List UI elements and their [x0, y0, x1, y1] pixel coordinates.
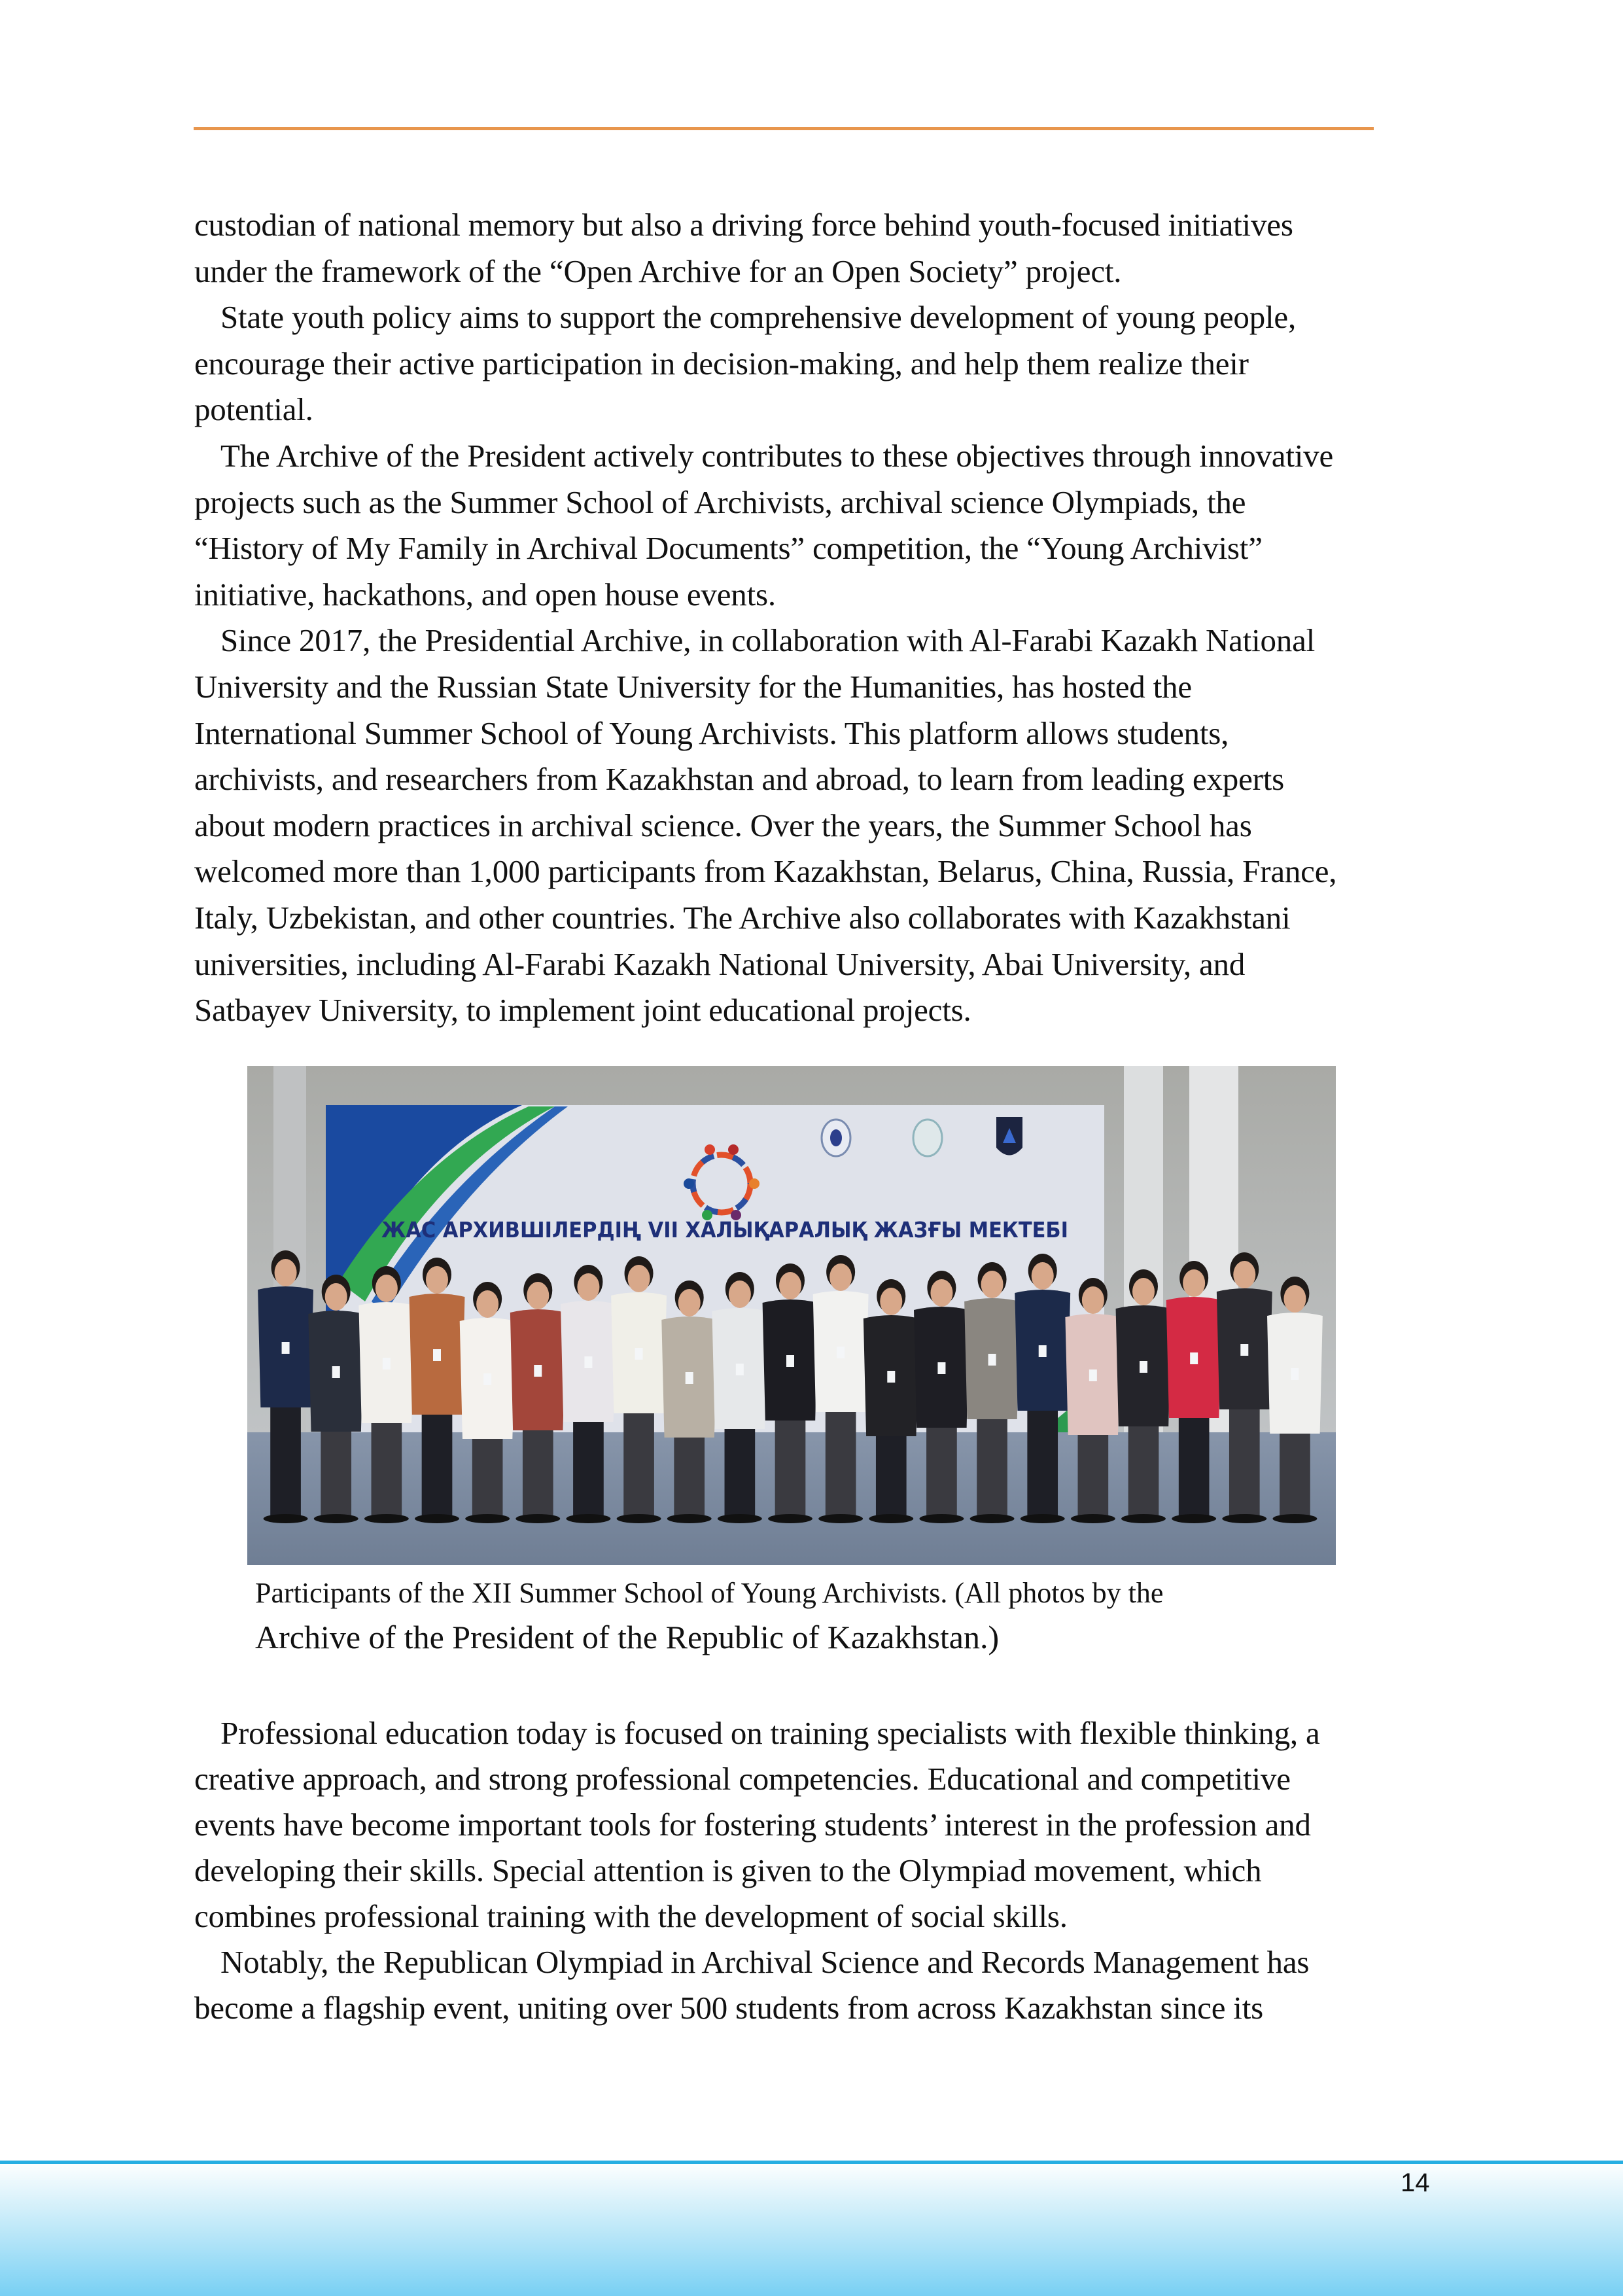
text-line: welcomed more than 1,000 participants from Kazakhstan, Belarus, China, Russia, France,: [194, 853, 1337, 890]
text-line: “History of My Family in Archival Documents” competition, the “Young Archivist”: [194, 530, 1263, 567]
photo-illustration: [247, 1066, 1336, 1565]
footer-rule: [0, 2161, 1623, 2164]
banner-text: ЖАС АРХИВШІЛЕРДІҢ VII ХАЛЫҚАРАЛЫҚ ЖАЗҒЫ МЕКТЕБІ: [381, 1217, 1068, 1243]
text-line: about modern practices in archival science. Over the years, the Summer School has: [194, 807, 1252, 843]
figure-caption-line-1: Participants of the XII Summer School of Young Archivists. (All photos by the: [255, 1577, 1164, 1609]
text-line: initiative, hackathons, and open house events.: [194, 576, 776, 612]
text-line: Since 2017, the Presidential Archive, in collaboration with Al-Farabi Kazakh National: [220, 622, 1316, 659]
text-line: potential.: [194, 391, 313, 428]
text-line: Satbayev University, to implement joint educational projects.: [194, 992, 971, 1029]
text-line: Professional education today is focused on training specialists with flexible thinking, a: [220, 1715, 1320, 1751]
text-line: Italy, Uzbekistan, and other countries. The Archive also collaborates with Kazakhstani: [194, 900, 1291, 936]
text-line: State youth policy aims to support the comprehensive development of young people,: [220, 299, 1297, 336]
text-line: University and the Russian State University for the Humanities, has hosted the: [194, 669, 1192, 705]
text-line: under the framework of the “Open Archive for an Open Society” project.: [194, 253, 1122, 289]
page-footer: [0, 2161, 1623, 2296]
text-line: creative approach, and strong professional competencies. Educational and competitive: [194, 1761, 1291, 1797]
header-rule: [194, 127, 1374, 130]
text-line: archivists, and researchers from Kazakhstan and abroad, to learn from leading experts: [194, 761, 1285, 798]
text-line: developing their skills. Special attention is given to the Olympiad movement, which: [194, 1852, 1262, 1888]
page-number: 14: [1401, 2168, 1430, 2197]
text-line: encourage their active participation in decision-making, and help them realize their: [194, 345, 1249, 381]
text-line: become a flagship event, uniting over 500 students from across Kazakhstan since its: [194, 1990, 1263, 2026]
text-line: projects such as the Summer School of Archivists, archival science Olympiads, the: [194, 484, 1246, 520]
text-line: The Archive of the President actively contributes to these objectives through innovative: [220, 438, 1334, 474]
text-line: events have become important tools for fostering students’ interest in the profession and: [194, 1807, 1311, 1843]
text-line: Notably, the Republican Olympiad in Archival Science and Records Management has: [220, 1944, 1310, 1980]
figure-caption-line-2: Archive of the President of the Republic of Kazakhstan.): [255, 1619, 1000, 1655]
text-line: custodian of national memory but also a driving force behind youth-focused initiatives: [194, 207, 1293, 243]
text-line: combines professional training with the development of social skills.: [194, 1898, 1068, 1934]
group-photo: [247, 1066, 1336, 1565]
text-line: International Summer School of Young Archivists. This platform allows students,: [194, 715, 1229, 751]
text-line: universities, including Al-Farabi Kazakh National University, Abai University, and: [194, 945, 1246, 982]
